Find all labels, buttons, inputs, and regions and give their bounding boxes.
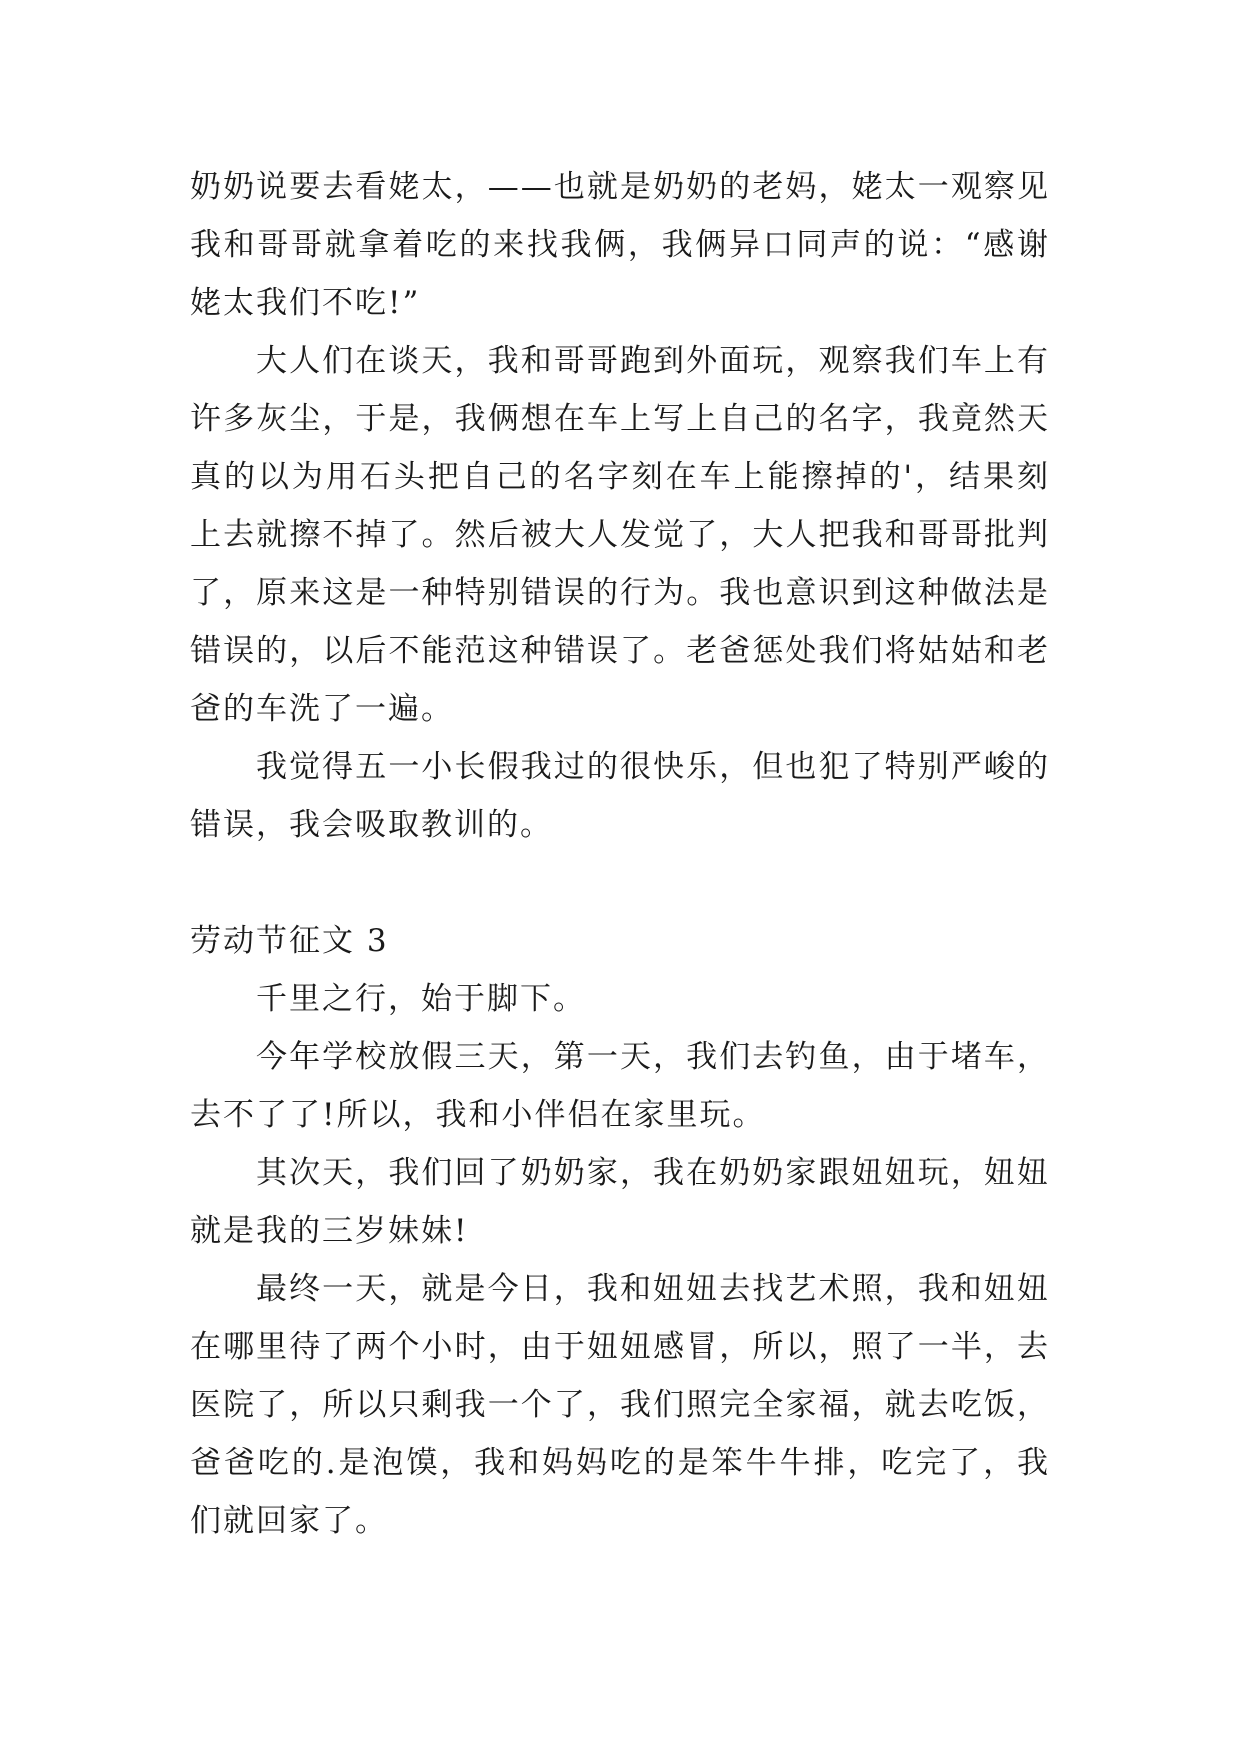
paragraph: 今年学校放假三天，第一天，我们去钓鱼，由于堵车，去不了了!所以，我和小伴侣在家里玩。 — [190, 1039, 1050, 1133]
paragraph: 千里之行，始于脚下。 — [256, 981, 586, 1017]
paragraph: 大人们在谈天，我和哥哥跑到外面玩，观察我们车上有许多灰尘，于是，我俩想在车上写上自己的名字，我竟然天真的以为用石头把自己的名字刻在车上能擦掉的'，结果刻上去就擦不掉了。然后被大人发觉了，大人把我和哥哥批判了，原来这是一种特别错误的行为。我也意识到这种做法是错误的，以后不能范这种错误了。老爸惩处我们将姑姑和老爸的车洗了一遍。 — [190, 343, 1050, 727]
section-title: 劳动节征文 3 — [190, 923, 389, 959]
paragraph-continued: 奶奶说要去看姥太，——也就是奶奶的老妈，姥太一观察见我和哥哥就拿着吃的来找我俩，我俩异口同声的说：“感谢姥太我们不吃!” — [190, 169, 1050, 321]
document-body — [190, 158, 1050, 1550]
paragraph: 我觉得五一小长假我过的很快乐，但也犯了特别严峻的错误，我会吸取教训的。 — [190, 749, 1050, 843]
paragraph: 其次天，我们回了奶奶家，我在奶奶家跟妞妞玩，妞妞就是我的三岁妹妹! — [190, 1155, 1050, 1249]
paragraph: 最终一天，就是今日，我和妞妞去找艺术照，我和妞妞在哪里待了两个小时，由于妞妞感冒，所以，照了一半，去医院了，所以只剩我一个了，我们照完全家福，就去吃饭，爸爸吃的.是泡馍，我和妈妈吃的是笨牛牛排，吃完了，我们就回家了。 — [190, 1271, 1050, 1539]
